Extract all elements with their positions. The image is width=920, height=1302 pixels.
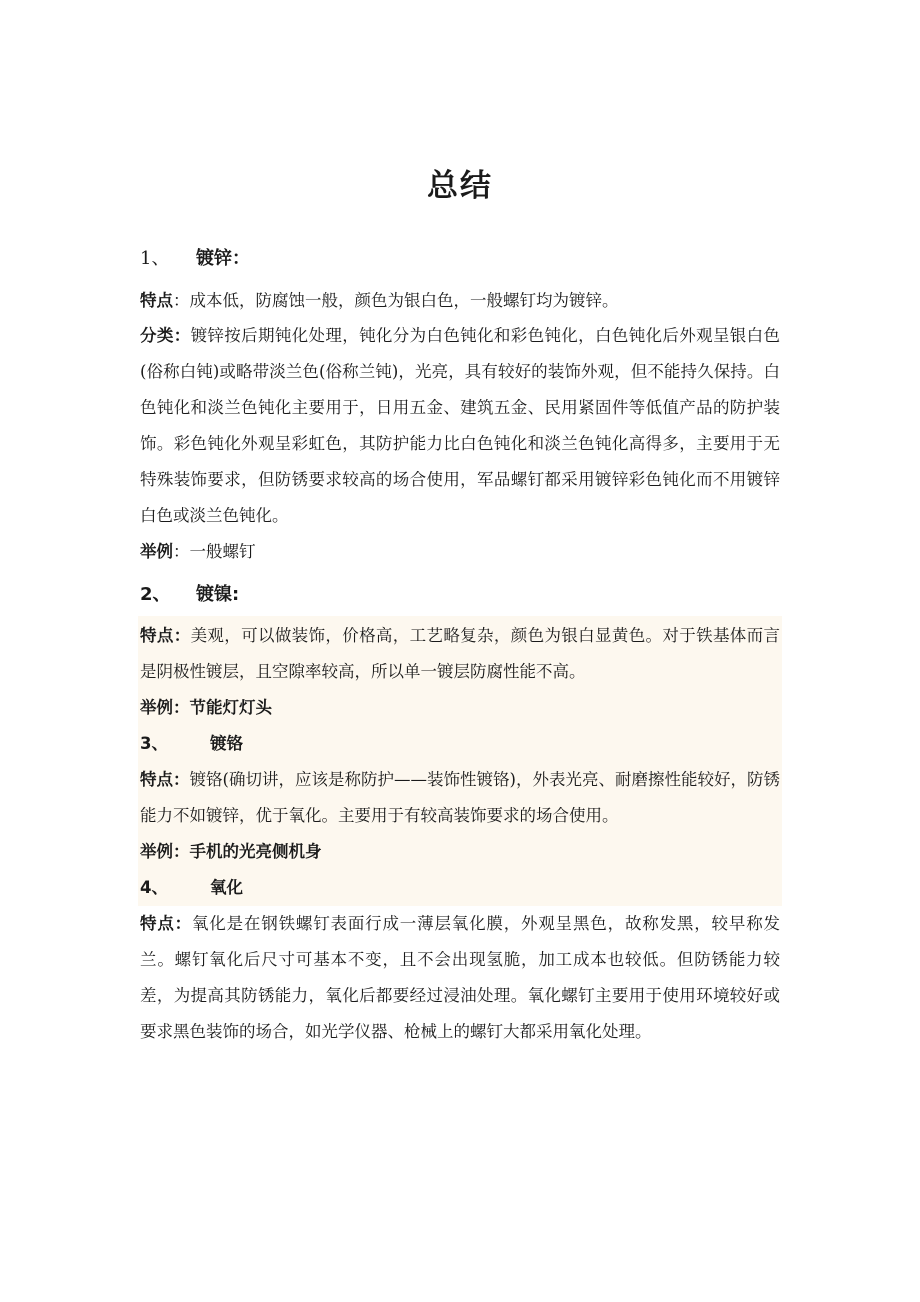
section-1-classification [140, 318, 780, 534]
section-4-features-text: 氧化是在钢铁螺钉表面行成一薄层氧化膜，外观呈黑色，故称发黑，较早称发兰。螺钉氧化后尺寸可基本不变，且不会出现氢脆，加工成本也较低。但防锈能力较差，为提高其防锈能力，氧化后都要经过浸油处理。氧化螺钉主要用于使用环境较好或要求黑色装饰的场合，如光学仪器、枪械上的螺钉大都采用氧化处理。 [140, 914, 781, 1041]
section-1-features-label: 特点 [140, 291, 173, 310]
section-1-name: 镀锌： [196, 248, 250, 269]
section-3-example: 举例：手机的光亮侧机身 [140, 842, 322, 861]
section-1-class-label: 分类： [140, 326, 191, 345]
section-3-number: 3、 [140, 734, 168, 753]
section-4-number: 4、 [140, 878, 168, 897]
section-3-features-label: 特点： [140, 770, 190, 789]
section-1-example [140, 534, 780, 570]
section-2-heading [140, 580, 239, 610]
section-1-example-text: ：一般螺钉 [173, 542, 256, 561]
section-3-name: 镀铬 [210, 734, 243, 753]
section-2-features-label: 特点： [140, 626, 191, 645]
section-3-features-text: 镀铬(确切讲，应该是称防护——装饰性镀铬)，外表光亮、耐磨擦性能较好，防锈能力不如镀锌，优于氧化。主要用于有较高装饰要求的场合使用。 [140, 770, 781, 825]
section-3-heading [140, 726, 243, 762]
section-4-features-label: 特点： [140, 914, 192, 933]
section-1-heading [140, 244, 250, 274]
section-1-features-text: ：成本低，防腐蚀一般，颜色为银白色，一般螺钉均为镀锌。 [173, 291, 619, 310]
section-4-heading [140, 870, 243, 906]
section-1-example-label: 举例 [140, 542, 173, 561]
section-4-features [140, 906, 780, 1050]
section-1-class-text: 镀锌按后期钝化处理，钝化分为白色钝化和彩色钝化，白色钝化后外观呈银白色(俗称白钝)或略带淡兰色(俗称兰钝)，光亮，具有较好的装饰外观，但不能持久保持。白色钝化和淡兰色钝化主要用于，日用五金、建筑五金、民用紧固件等低值产品的防护装饰。彩色钝化外观呈彩虹色，其防护能力比白色钝化和淡兰色钝化高得多，主要用于无特殊装饰要求，但防锈要求较高的场合使用，军品螺钉都采用镀锌彩色钝化而不用镀锌白色或淡兰色钝化。 [140, 326, 781, 525]
section-2-name: 镀镍: [196, 584, 240, 605]
page-title: 总结 [427, 168, 493, 204]
section-2-features [140, 618, 780, 690]
section-2-number: 2、 [140, 584, 171, 605]
section-2-example: 举例：节能灯灯头 [140, 698, 272, 717]
section-1-number: 1、 [140, 248, 170, 269]
section-4-name: 氧化 [210, 878, 243, 897]
section-2-features-text: 美观，可以做装饰，价格高，工艺略复杂，颜色为银白显黄色。对于铁基体而言是阴极性镀层，且空隙率较高，所以单一镀层防腐性能不高。 [140, 626, 781, 681]
section-1-features [140, 283, 780, 319]
section-3-features [140, 762, 780, 834]
